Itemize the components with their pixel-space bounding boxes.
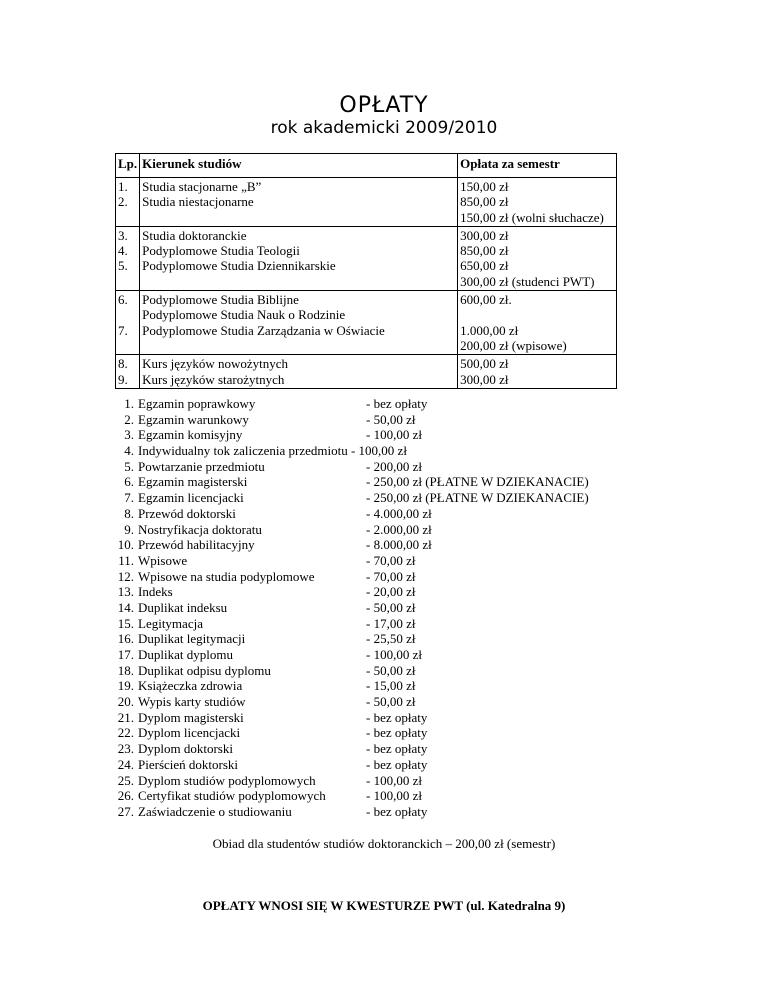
list-item-number: 18. [117, 662, 134, 678]
list-item-number: 12. [117, 568, 134, 584]
list-item-price: - 100,00 zł [366, 427, 422, 443]
table-cell-lp [116, 178, 140, 227]
lunch-note: Obiad dla studentów studiów doktoranckich – 200,00 zł (semestr) [212, 836, 556, 851]
list-item-name: Dyplom studiów podyplomowych [138, 772, 316, 788]
fee-value: 500,00 zł [460, 356, 509, 372]
list-item-name: Duplikat legitymacji [138, 631, 246, 647]
list-item-name: Wpisowe na studia podyplomowe [138, 568, 315, 584]
list-item-price: - 100,00 zł [366, 772, 422, 788]
list-item-name: Dyplom magisterski [138, 709, 244, 725]
table-cell-lp [116, 291, 140, 355]
fee-value: 850,00 zł [460, 194, 509, 210]
list-item-number: 9. [124, 521, 134, 537]
fee-value: 300,00 zł (studenci PWT) [460, 273, 595, 289]
list-item-price: - 250,00 zł (PŁATNE W DZIEKANACIE) [366, 490, 589, 506]
lp-value: 5. [118, 258, 128, 274]
list-item-price: - 70,00 zł [366, 552, 416, 568]
list-item-number: 27. [117, 803, 134, 819]
table-header-row [116, 154, 617, 178]
list-item-name: Książeczka zdrowia [138, 678, 243, 694]
list-item-price: - bez opłaty [366, 725, 428, 741]
list-item-price: - 100,00 zł [366, 788, 422, 804]
list-item-price: - bez opłaty [366, 396, 428, 411]
list-item-number: 15. [117, 615, 134, 631]
lp-value: 3. [118, 227, 128, 243]
payment-footer: OPŁATY WNOSI SIĘ W KWESTURZE PWT (ul. Katedralna 9) [202, 898, 566, 913]
list-item-number: 1. [124, 396, 134, 411]
list-item-price: - 100,00 zł [366, 647, 422, 662]
lp-value: 1. [118, 179, 128, 194]
list-item-price: - bez opłaty [366, 756, 428, 772]
table-row [116, 178, 617, 227]
header-lp: Lp. [116, 154, 140, 178]
table-cell-oplata [458, 226, 617, 290]
header-kierunek: Kierunek studiów [140, 154, 458, 178]
list-item-number: 7. [124, 490, 134, 506]
list-item-name: Egzamin komisyjny [138, 427, 243, 443]
list-item-name: Przewód habilitacyjny [138, 537, 255, 553]
list-item-price: - 50,00 zł [366, 599, 416, 615]
list-item-number: 25. [117, 772, 134, 788]
list-item-name: Egzamin magisterski [138, 474, 248, 490]
list-item-price: - 50,00 zł [366, 662, 416, 678]
table-cell-kierunek [140, 291, 458, 355]
list-item-name: Zaświadczenie o studiowaniu [138, 803, 292, 819]
list-item-name: Powtarzanie przedmiotu [138, 458, 265, 474]
fee-value: 200,00 zł (wpisowe) [460, 337, 567, 353]
lp-value: 9. [118, 371, 128, 387]
list-item-number: 20. [117, 694, 134, 710]
lp-value: 4. [118, 243, 128, 259]
list-item-number: 6. [124, 474, 134, 490]
list-item-number: 14. [117, 599, 134, 615]
list-item-price: - 2.000,00 zł [366, 521, 432, 537]
table-cell-oplata [458, 291, 617, 355]
list-item-price: - 25,50 zł [366, 631, 416, 647]
list-item-price: - bez opłaty [366, 741, 428, 757]
list-item-name: Indywidualny tok zaliczenia przedmiotu - 100,00 zł [138, 443, 407, 459]
table-cell-oplata [458, 355, 617, 389]
list-item-name: Wypis karty studiów [138, 694, 246, 710]
list-item-name: Wpisowe [138, 552, 188, 568]
list-item-number: 13. [117, 584, 134, 600]
list-item-number: 5. [124, 458, 134, 474]
table-row [116, 226, 617, 290]
list-item-number: 23. [117, 741, 134, 757]
list-item-number: 10. [117, 537, 134, 553]
fee-value: 850,00 zł [460, 243, 509, 259]
tuition-table [115, 153, 617, 389]
fee-value: 150,00 zł [460, 179, 509, 194]
list-item-price: - bez opłaty [366, 709, 428, 725]
table-row [116, 355, 617, 389]
program-name: Studia niestacjonarne [142, 194, 254, 210]
program-name: Podyplomowe Studia Teologii [142, 243, 300, 259]
program-name: Podyplomowe Studia Dziennikarskie [142, 258, 336, 274]
table-cell-kierunek [140, 355, 458, 389]
list-item-number: 21. [117, 709, 134, 725]
list-item-number: 22. [117, 725, 134, 741]
table-cell-lp [116, 355, 140, 389]
list-item-name: Nostryfikacja doktoratu [138, 521, 262, 537]
header-oplata: Opłata za semestr [458, 154, 617, 178]
list-item-name: Pierścień doktorski [138, 756, 239, 772]
fee-value: 300,00 zł [460, 371, 509, 387]
lp-value [118, 307, 137, 322]
list-item-price: - 50,00 zł [366, 694, 416, 710]
list-item-number: 3. [124, 427, 134, 443]
list-item-name: Duplikat odpisu dyplomu [138, 662, 271, 678]
table-cell-lp [116, 226, 140, 290]
list-item-name: Dyplom doktorski [138, 741, 233, 757]
list-item-name: Egzamin licencjacki [138, 490, 244, 506]
list-item-price: - 50,00 zł [366, 411, 416, 427]
program-name: Studia stacjonarne „B” [142, 179, 262, 194]
list-item-price: - 8.000,00 zł [366, 537, 432, 553]
list-item-number: 19. [117, 678, 134, 694]
list-item-number: 4. [124, 443, 134, 459]
program-name: Kurs języków starożytnych [142, 371, 285, 387]
page-title: OPŁATY [339, 93, 429, 118]
page-subtitle: rok akademicki 2009/2010 [270, 118, 498, 138]
list-item-name: Dyplom licencjacki [138, 725, 241, 741]
lp-value: 2. [118, 194, 128, 210]
fee-value: 300,00 zł [460, 227, 509, 243]
list-item-price: - 20,00 zł [366, 584, 416, 600]
list-item-name: Legitymacja [138, 615, 203, 631]
list-item-name: Przewód doktorski [138, 505, 236, 521]
table-row [116, 291, 617, 355]
list-item-name: Egzamin warunkowy [138, 411, 249, 427]
list-item-number: 16. [117, 631, 134, 647]
program-name: Podyplomowe Studia Biblijne [142, 292, 299, 308]
lp-value: 8. [118, 356, 128, 372]
fee-value: 650,00 zł [460, 258, 509, 274]
list-item-price: - 4.000,00 zł [366, 505, 432, 521]
list-item-number: 8. [124, 505, 134, 521]
list-item-name: Egzamin poprawkowy [138, 396, 256, 411]
list-item-price: - 15,00 zł [366, 678, 416, 694]
program-name: Studia doktoranckie [142, 227, 247, 243]
list-item-price: - 70,00 zł [366, 568, 416, 584]
list-item-price: - bez opłaty [366, 803, 428, 819]
fee-value: 1.000,00 zł [460, 322, 519, 338]
list-item-number: 17. [117, 647, 134, 662]
list-item-number: 2. [124, 411, 134, 427]
fee-value: 150,00 zł (wolni słuchacze) [460, 209, 604, 225]
program-name: Podyplomowe Studia Zarządzania w Oświacie [142, 322, 385, 338]
lp-value: 6. [118, 292, 128, 308]
table-cell-kierunek [140, 226, 458, 290]
list-item-name: Duplikat dyplomu [138, 647, 233, 662]
list-item-number: 11. [118, 552, 134, 568]
list-item-number: 26. [117, 788, 134, 804]
list-item-name: Indeks [138, 584, 173, 600]
list-item-price: - 17,00 zł [366, 615, 416, 631]
list-item-name: Duplikat indeksu [138, 599, 228, 615]
fee-value: 600,00 zł. [460, 292, 512, 308]
table-cell-oplata [458, 178, 617, 227]
program-name: Kurs języków nowożytnych [142, 356, 289, 372]
table-cell-kierunek [140, 178, 458, 227]
list-item-name: Certyfikat studiów podyplomowych [138, 788, 326, 804]
lp-value: 7. [118, 322, 128, 338]
program-name: Podyplomowe Studia Nauk o Rodzinie [142, 307, 346, 323]
list-item-price: - 250,00 zł (PŁATNE W DZIEKANACIE) [366, 474, 589, 490]
list-item-price: - 200,00 zł [366, 458, 422, 474]
list-item-number: 24. [117, 756, 134, 772]
